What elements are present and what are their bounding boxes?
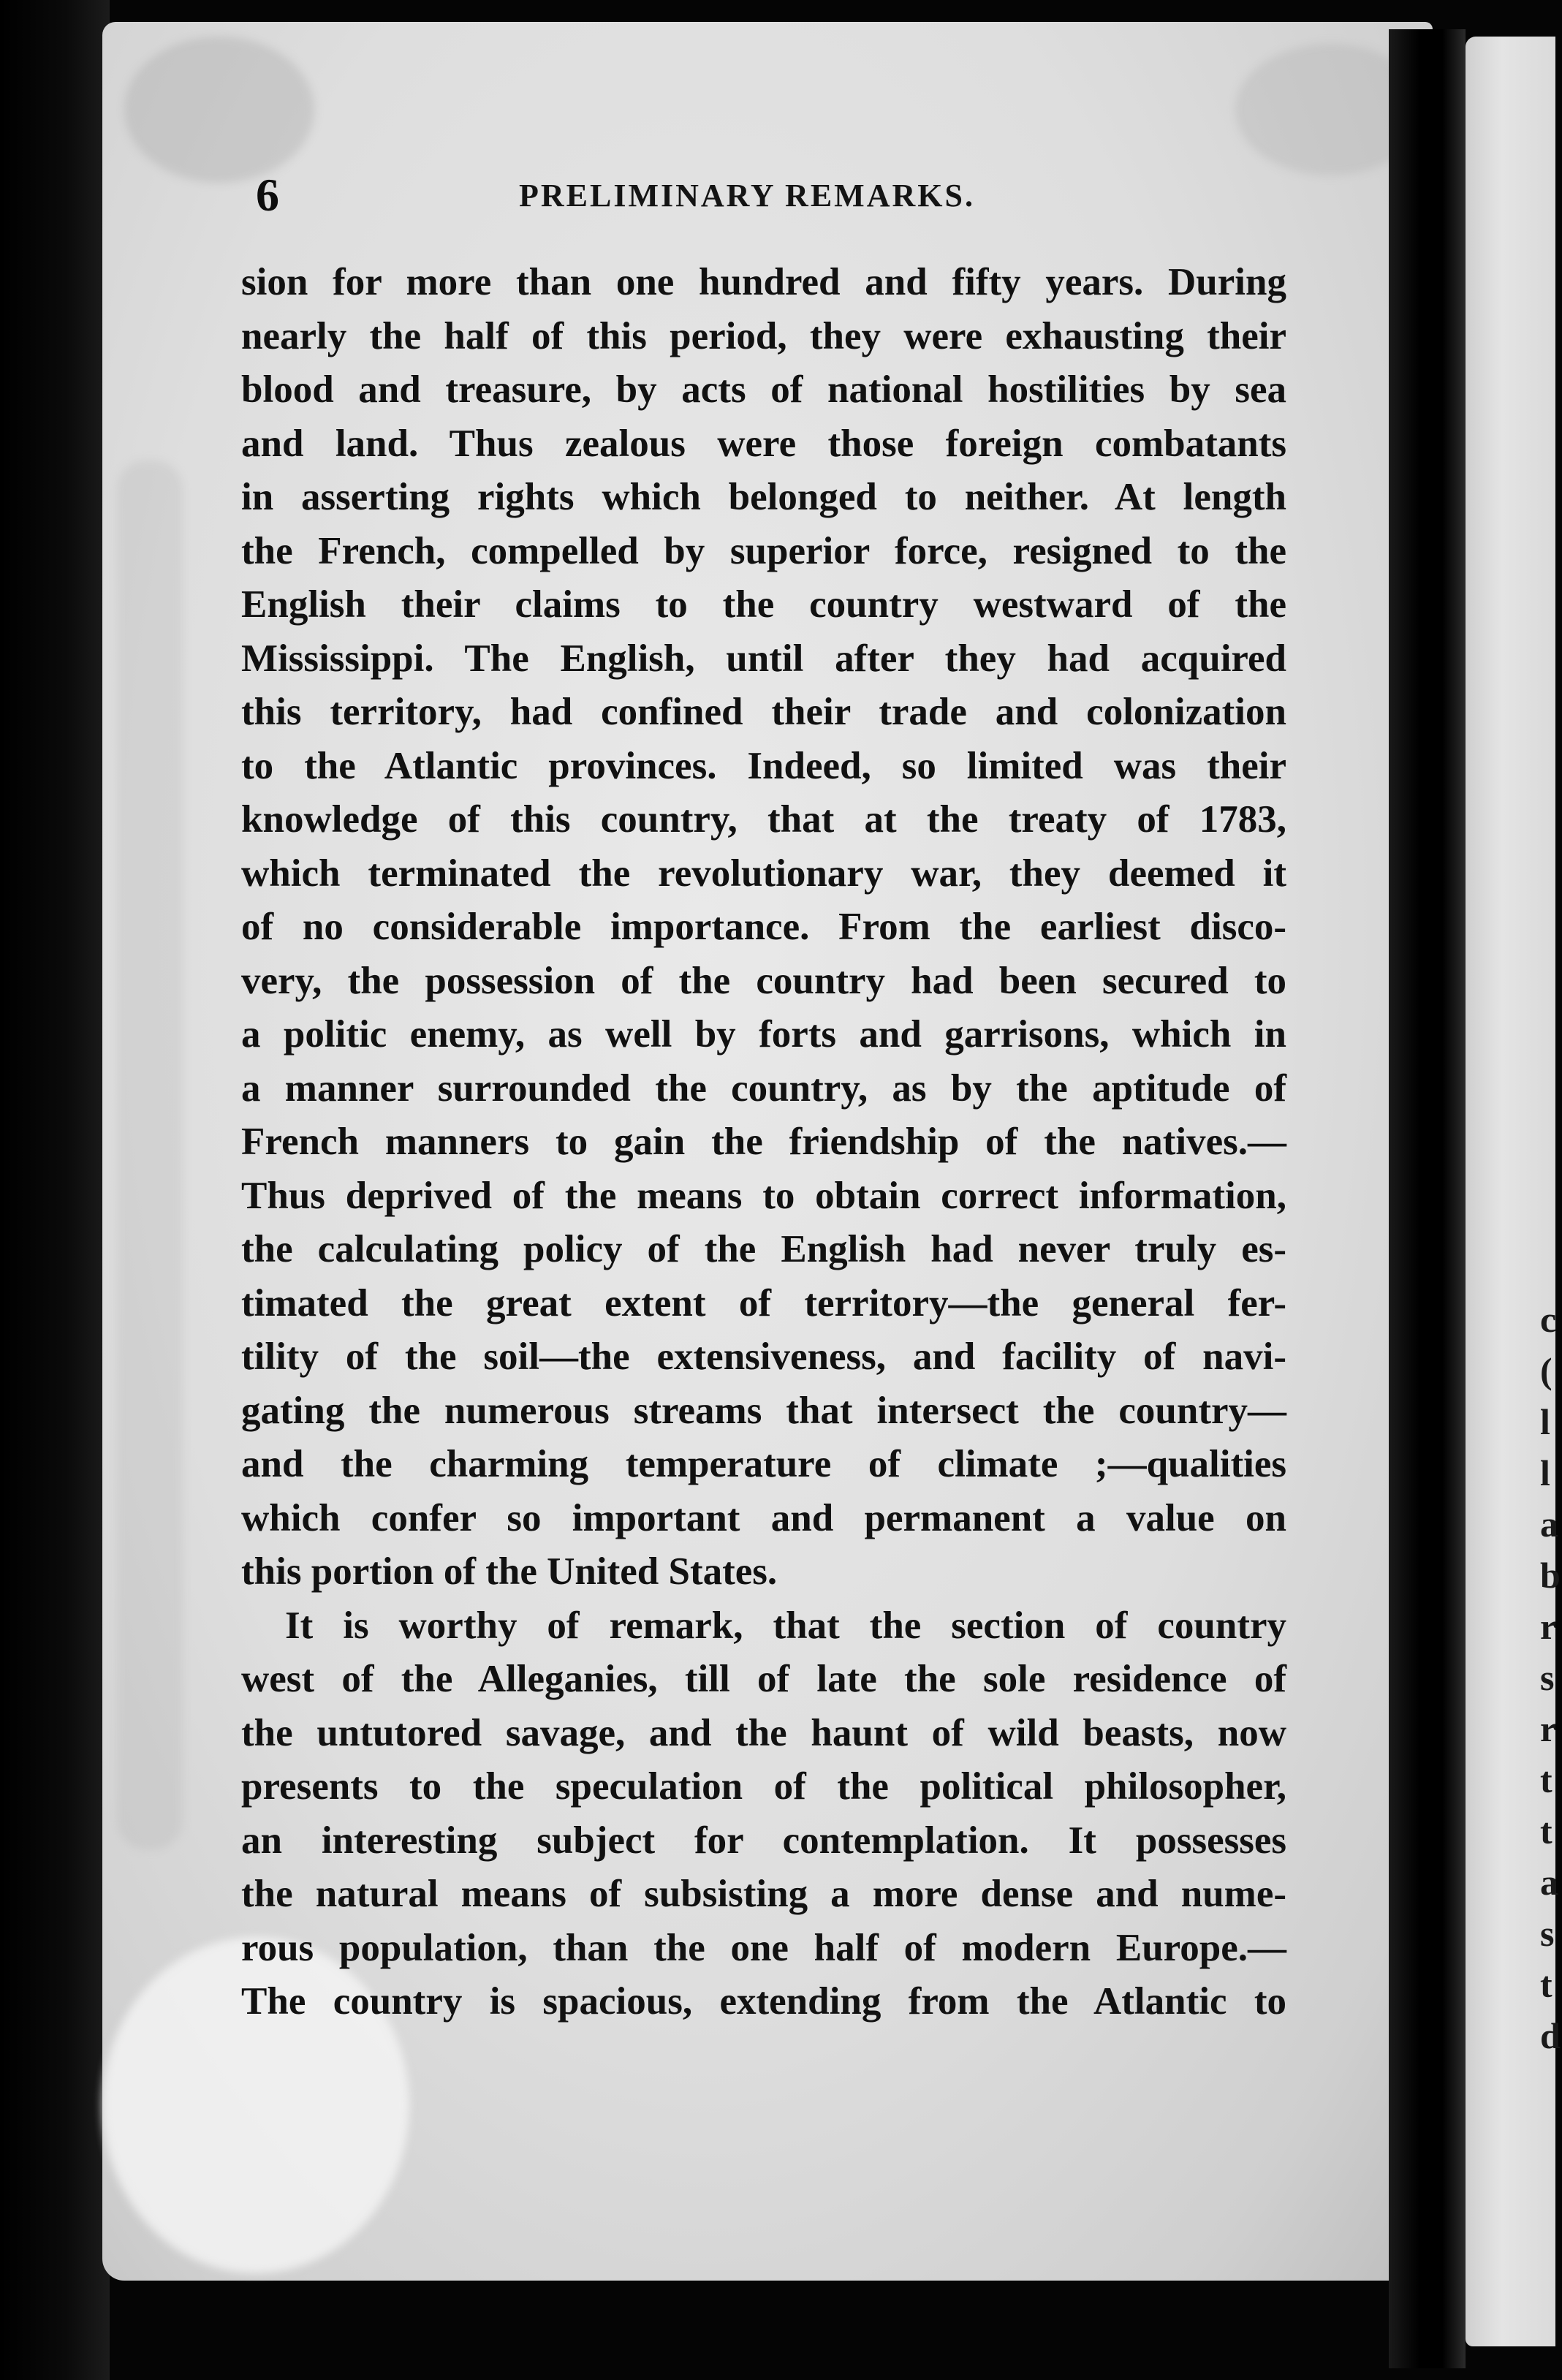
text-line: the calculating policy of the English had never truly es- — [241, 1228, 1286, 1270]
fragment-char: s — [1540, 1913, 1555, 1954]
page-header — [256, 168, 1338, 227]
fragment-char: t — [1540, 1759, 1552, 1800]
text-line: English their claims to the country westward of the — [241, 583, 1286, 626]
text-line: which terminated the revolutionary war, they deemed it — [241, 852, 1286, 895]
text-line: a politic enemy, as well by forts and garrisons, which in — [241, 1013, 1286, 1056]
text-line: the untutored savage, and the haunt of wild beasts, now — [241, 1711, 1286, 1754]
text-line: west of the Alleganies, till of late the sole residence of — [241, 1658, 1286, 1700]
paragraph-1 — [241, 256, 1286, 1599]
text-line: French manners to gain the friendship of the natives.— — [241, 1121, 1286, 1163]
text-line: knowledge of this country, that at the treaty of 1783, — [241, 798, 1286, 841]
page-stain — [117, 461, 183, 1849]
fragment-char: ( — [1540, 1350, 1552, 1391]
page-stain — [124, 37, 314, 183]
text-line: blood and treasure, by acts of national hostilities by sea — [241, 368, 1286, 411]
text-line: the natural means of subsisting a more dense and nume- — [241, 1873, 1286, 1915]
next-page-fragment — [1540, 1294, 1562, 2061]
fragment-char: l — [1540, 1452, 1550, 1493]
text-line: to the Atlantic provinces. Indeed, so limited was their — [241, 744, 1286, 787]
text-line: Thus deprived of the means to obtain correct information, — [241, 1174, 1286, 1217]
fragment-char: a — [1540, 1504, 1558, 1545]
text-line: an interesting subject for contemplation. It possesses — [241, 1819, 1286, 1862]
text-line: this territory, had confined their trade and colonization — [241, 691, 1286, 733]
fragment-char: b — [1540, 1555, 1561, 1596]
binding-edge — [0, 0, 110, 2380]
text-line: sion for more than one hundred and fifty years. During — [241, 261, 1286, 303]
fragment-char: s — [1540, 1657, 1555, 1698]
text-line: of no considerable importance. From the earliest disco- — [241, 906, 1286, 948]
text-line: and the charming temperature of climate ;—qualities — [241, 1443, 1286, 1485]
fragment-char: c — [1540, 1299, 1557, 1340]
fragment-char: r — [1540, 1708, 1557, 1749]
paragraph-2 — [241, 1599, 1286, 2029]
text-line: the French, compelled by superior force, resigned to the — [241, 529, 1286, 572]
text-line: The country is spacious, extending from the Atlantic to — [241, 1980, 1286, 2023]
text-line: this portion of the United States. — [241, 1550, 778, 1593]
text-line: nearly the half of this period, they were exhausting their — [241, 314, 1286, 357]
fragment-char: d — [1540, 2015, 1561, 2056]
text-line: presents to the speculation of the political philosopher, — [241, 1765, 1286, 1808]
text-line: rous population, than the one half of modern Europe.— — [241, 1926, 1286, 1969]
fragment-char: r — [1540, 1606, 1557, 1647]
page-body — [241, 256, 1286, 2029]
text-line: a manner surrounded the country, as by the aptitude of — [241, 1066, 1286, 1110]
fragment-char: a — [1540, 1862, 1558, 1903]
fragment-char: l — [1540, 1401, 1550, 1442]
text-line: very, the possession of the country had been secured to — [241, 959, 1286, 1002]
text-line: Mississippi. The English, until after they had acquired — [241, 637, 1286, 680]
fragment-char: t — [1540, 1811, 1552, 1852]
text-line: It is worthy of remark, that the section of country — [285, 1604, 1286, 1647]
text-line: timated the great extent of territory—the general fer- — [241, 1281, 1286, 1324]
text-line: and land. Thus zealous were those foreign combatants — [241, 422, 1286, 465]
text-line: in asserting rights which belonged to neither. At length — [241, 476, 1286, 518]
text-line: tility of the soil—the extensiveness, and facility of navi- — [241, 1335, 1286, 1378]
text-line: which confer so important and permanent a value on — [241, 1496, 1286, 1539]
fragment-char: t — [1540, 1964, 1552, 2005]
running-head: PRELIMINARY REMARKS. — [519, 178, 975, 213]
page-gutter — [1389, 29, 1466, 2368]
page-number: 6 — [256, 169, 279, 221]
next-page-edge — [1466, 37, 1561, 2346]
text-line: gating the numerous streams that intersect the country— — [241, 1389, 1286, 1432]
